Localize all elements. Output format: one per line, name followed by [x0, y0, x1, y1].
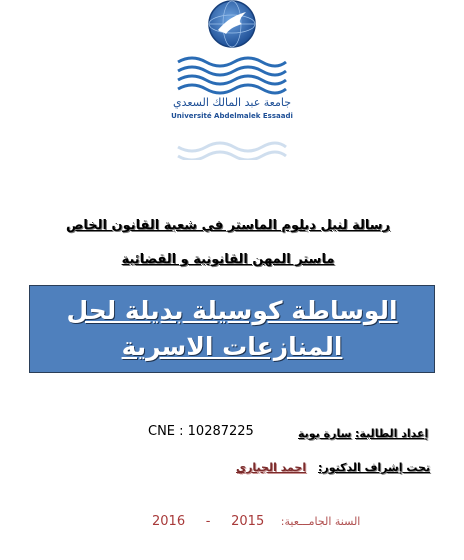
academic-year-end: 2016	[152, 514, 186, 529]
university-logo	[170, 0, 294, 160]
academic-year-separator: -	[205, 514, 211, 529]
academic-year-label: السنة الجامـــعية:	[280, 515, 361, 528]
academic-year	[152, 514, 360, 529]
student-name: سارة بوية	[298, 427, 352, 440]
thesis-title-line-1: الوساطة كوسيلة بديلة لحل	[66, 296, 398, 325]
logo-reflection	[178, 143, 286, 160]
prepared-by-label: إعداد الطالبة:	[355, 427, 429, 440]
waves-icon	[178, 58, 286, 93]
logo-name-ar: جامعة عبد المالك السعدي	[172, 96, 292, 109]
thesis-title-line-2: المنازعات الاسرية	[121, 332, 343, 361]
supervisor-label: تحت إشراف الدكتور:	[318, 461, 431, 474]
student-cne: CNE : 10287225	[148, 424, 254, 439]
degree-line: رسالة لنيل دبلوم الماستر في شعبة القانون الخاص	[65, 218, 391, 233]
logo-name-fr: Université Abdelmalek Essaadi	[171, 112, 293, 120]
academic-year-start: 2015	[231, 514, 265, 529]
supervisor-name: احمد الجباري	[236, 461, 307, 474]
master-program-line: ماستر المهن القانونية و القضائية	[121, 252, 335, 267]
thesis-title-box	[29, 285, 435, 373]
